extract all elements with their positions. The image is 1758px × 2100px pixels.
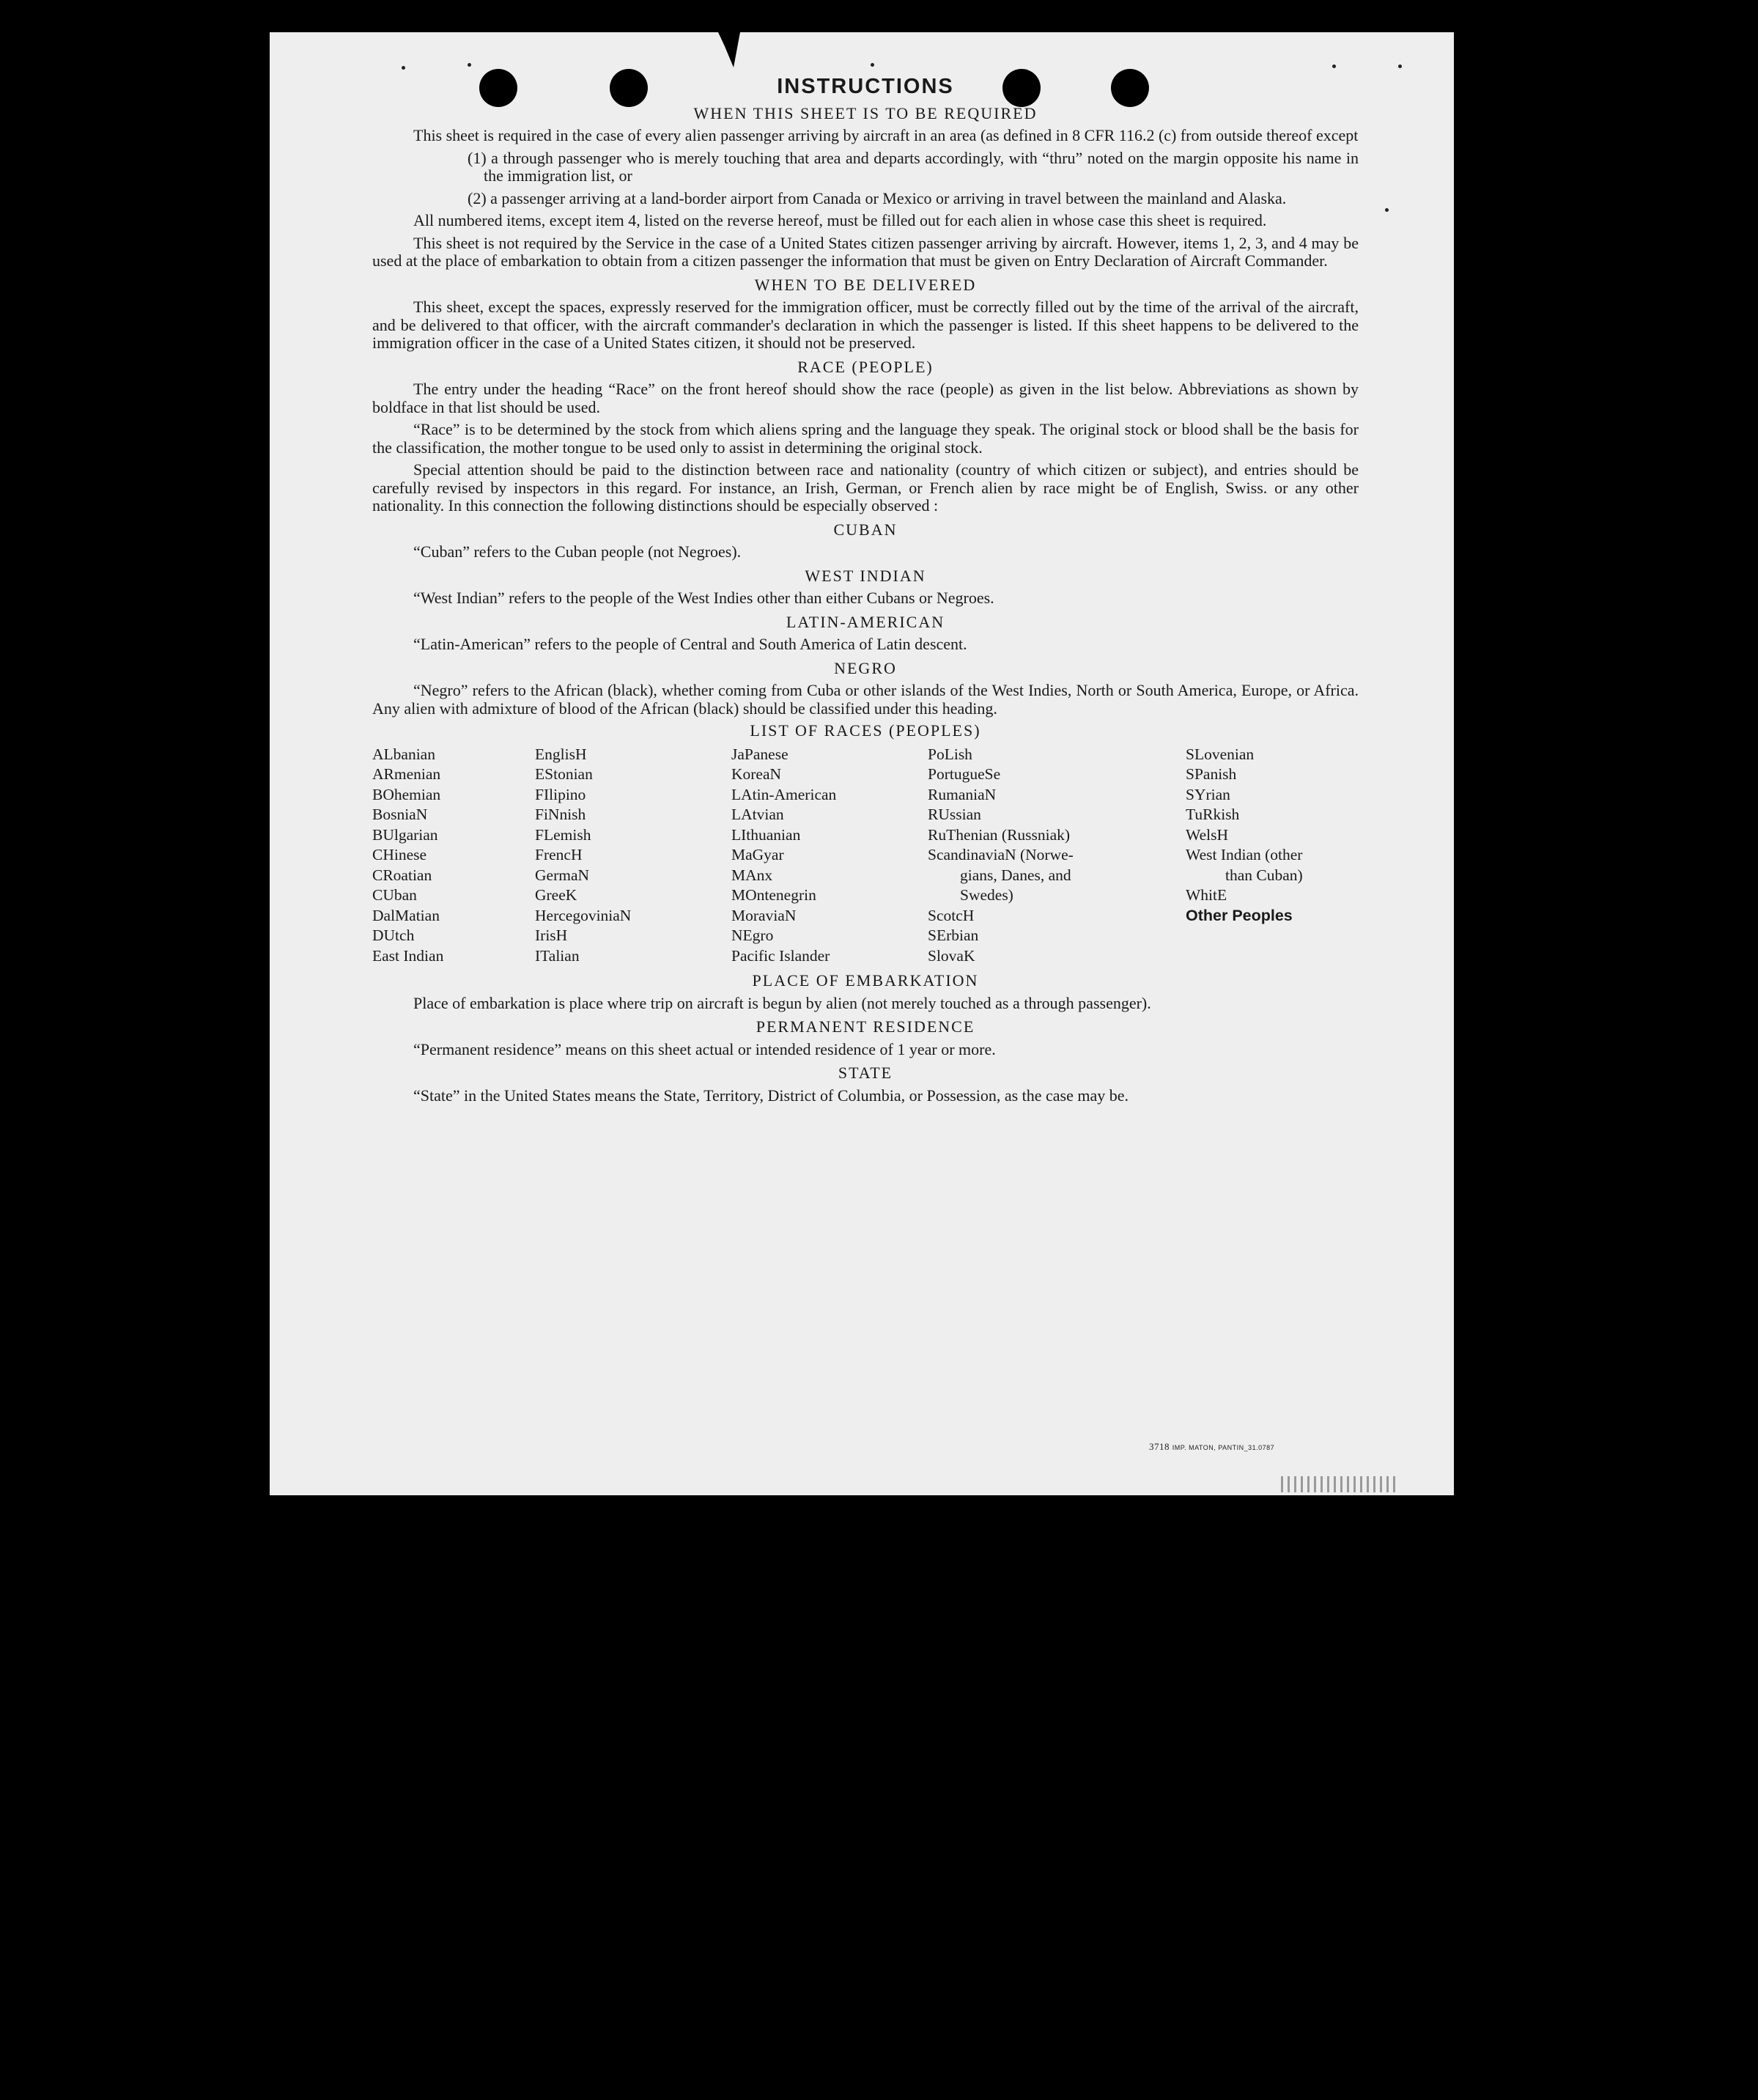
- section-heading: WHEN THIS SHEET IS TO BE REQUIRED: [693, 103, 1038, 122]
- race-entry: ARmenian: [372, 765, 441, 783]
- race-entry: CRoatian: [372, 866, 432, 884]
- race-entry: PortugueSe: [928, 765, 1001, 783]
- race-entry: HercegoviniaN: [535, 906, 632, 924]
- instructions-content: [372, 75, 1359, 1109]
- race-entry: SlovaK: [928, 946, 975, 965]
- race-entry: GermaN: [535, 866, 590, 884]
- list-item: (2) a passenger arriving at a land-border airport from Canada or Mexico or arriving in travel between the mainland and Alaska.: [468, 188, 1287, 207]
- race-entry: JaPanese: [731, 745, 788, 763]
- section-heading: LIST OF RACES (PEOPLES): [750, 721, 981, 740]
- paragraph: “West Indian” refers to the people of the West Indies other than either Cubans or Negroes.: [413, 589, 994, 607]
- document-sheet: [270, 32, 1454, 1495]
- race-entry: IrisH: [535, 926, 568, 944]
- race-entry: WelsH: [1186, 825, 1228, 844]
- smudge-mark: [1281, 1476, 1398, 1492]
- section-heading: PLACE OF EMBARKATION: [752, 971, 979, 990]
- speck: [468, 63, 471, 67]
- race-entry: ITalian: [535, 946, 580, 965]
- race-column: [928, 745, 1186, 967]
- race-entry: FLemish: [535, 825, 591, 844]
- race-entry: Other Peoples: [1186, 906, 1293, 924]
- race-entry-continuation: Swedes): [960, 886, 1013, 904]
- race-entry: FiNnish: [535, 806, 586, 823]
- race-entry: MoraviaN: [731, 906, 797, 924]
- section-heading: NEGRO: [834, 658, 897, 677]
- speck: [402, 66, 405, 70]
- speck: [871, 63, 874, 67]
- race-entry: RumaniaN: [928, 785, 997, 803]
- paragraph: This sheet is required in the case of every alien passenger arriving by aircraft in an area (as defined in 8 CFR 116.2 (c) from outside thereof except: [413, 126, 1359, 144]
- race-entry: LIthuanian: [731, 825, 801, 844]
- paragraph: Place of embarkation is place where trip on aircraft is begun by alien (not merely touched as a through passenger).: [413, 993, 1151, 1012]
- speck: [1332, 65, 1336, 68]
- paragraph: “Permanent residence” means on this sheet actual or intended residence of 1 year or more.: [413, 1039, 996, 1058]
- race-entry: ALbanian: [372, 745, 435, 763]
- speck: [1398, 65, 1402, 68]
- section-heading: LATIN-AMERICAN: [786, 612, 945, 631]
- printer-imprint: [1149, 1441, 1274, 1453]
- race-entry: NEgro: [731, 926, 774, 944]
- race-entry: CUban: [372, 886, 417, 904]
- speck: [1385, 208, 1389, 212]
- race-entry: SYrian: [1186, 785, 1230, 803]
- race-column: [1186, 745, 1359, 967]
- race-entry-continuation: gians, Danes, and: [960, 866, 1071, 884]
- paragraph: “Race” is to be determined by the stock from which aliens spring and the language they speak. The original stock or blood shall be the basis for the classification, the mother tongue to be used only to assist in determining the original stock.: [372, 420, 1359, 457]
- page-title: INSTRUCTIONS: [777, 75, 954, 98]
- race-entry: Pacific Islander: [731, 946, 830, 965]
- race-entry: SPanish: [1186, 765, 1237, 783]
- paragraph: Special attention should be paid to the distinction between race and nationality (country of which citizen or subject), and entries should be carefully revised by inspectors in this regard. For instance, an Irish, German, or French alien by race might be of English, Swiss. or any other nationality. In this connection the following distinctions should be especially observed :: [372, 460, 1359, 515]
- paragraph: “State” in the United States means the State, Territory, District of Columbia, or Possession, as the case may be.: [413, 1086, 1129, 1105]
- race-entry: KoreaN: [731, 765, 782, 783]
- printer-name: IMP. MATON, PANTIN_31.0787: [1172, 1444, 1275, 1451]
- paragraph: “Latin-American” refers to the people of Central and South America of Latin descent.: [413, 635, 967, 653]
- section-heading: PERMANENT RESIDENCE: [756, 1017, 975, 1036]
- race-entry: EStonian: [535, 765, 593, 783]
- race-entry: CHinese: [372, 846, 427, 863]
- race-list: [372, 745, 1359, 967]
- section-heading: CUBAN: [833, 520, 898, 539]
- paragraph: All numbered items, except item 4, listed on the reverse hereof, must be filled out for each alien in whose case this sheet is required.: [413, 211, 1267, 229]
- race-entry: RUssian: [928, 806, 981, 823]
- race-entry: ScotcH: [928, 906, 975, 924]
- paragraph: “Negro” refers to the African (black), whether coming from Cuba or other islands of the West Indies, North or South America, Europe, or Africa. Any alien with admixture of blood of the African (black) should be classified under this heading.: [372, 681, 1359, 718]
- race-entry: PoLish: [928, 745, 972, 763]
- section-heading: WEST INDIAN: [805, 566, 926, 585]
- race-entry: MaGyar: [731, 846, 784, 863]
- section-heading: STATE: [838, 1064, 893, 1082]
- race-entry: FrencH: [535, 846, 583, 863]
- paper-tear: [718, 32, 740, 67]
- paragraph: This sheet, except the spaces, expressly reserved for the immigration officer, must be correctly filled out by the time of the arrival of the aircraft, and be delivered to that officer, with the aircraft commander's declaration in which the passenger is listed. If this sheet happens to be delivered to the immigration officer in the case of a United States citizen, it should not be preserved.: [372, 298, 1359, 352]
- paragraph: This sheet is not required by the Service in the case of a United States citizen passenger arriving by aircraft. However, items 1, 2, 3, and 4 may be used at the place of embarkation to obtain from a citizen passenger the information that must be given on Entry Declaration of Aircraft Commander.: [372, 233, 1359, 270]
- race-entry: BOhemian: [372, 785, 441, 803]
- race-entry: WhitE: [1186, 886, 1227, 904]
- race-entry: SLovenian: [1186, 745, 1255, 763]
- section-heading: RACE (PEOPLE): [797, 357, 934, 376]
- race-entry: BosniaN: [372, 806, 428, 823]
- paragraph: The entry under the heading “Race” on the front hereof should show the race (people) as given in the list below. Abbreviations as shown by boldface in that list should be used.: [372, 380, 1359, 416]
- race-column: [731, 745, 928, 967]
- race-entry: FIlipino: [535, 785, 586, 803]
- paragraph: “Cuban” refers to the Cuban people (not Negroes).: [413, 542, 742, 561]
- race-entry: TuRkish: [1186, 806, 1240, 823]
- race-entry: LAtvian: [731, 806, 784, 823]
- race-entry: EnglisH: [535, 745, 587, 763]
- race-entry: GreeK: [535, 886, 577, 904]
- race-column: [372, 745, 535, 967]
- race-entry: DalMatian: [372, 906, 440, 924]
- race-entry: SErbian: [928, 926, 979, 944]
- race-entry: MAnx: [731, 866, 773, 884]
- list-item: (1) a through passenger who is merely touching that area and departs accordingly, with “thru” noted on the margin opposite his name in the immigration list, or: [468, 148, 1359, 185]
- race-entry: East Indian: [372, 946, 444, 965]
- race-entry: DUtch: [372, 926, 415, 944]
- race-column: [535, 745, 731, 967]
- race-entry: BUlgarian: [372, 825, 438, 844]
- form-number: 3718: [1149, 1441, 1170, 1452]
- race-entry: ScandinaviaN (Norwe-: [928, 846, 1074, 863]
- section-heading: WHEN TO BE DELIVERED: [754, 275, 977, 294]
- race-entry: West Indian (other: [1186, 846, 1303, 863]
- race-entry: RuThenian (Russniak): [928, 825, 1071, 844]
- race-entry: MOntenegrin: [731, 886, 816, 904]
- race-entry: LAtin-American: [731, 785, 837, 803]
- race-entry-continuation: than Cuban): [1225, 866, 1303, 884]
